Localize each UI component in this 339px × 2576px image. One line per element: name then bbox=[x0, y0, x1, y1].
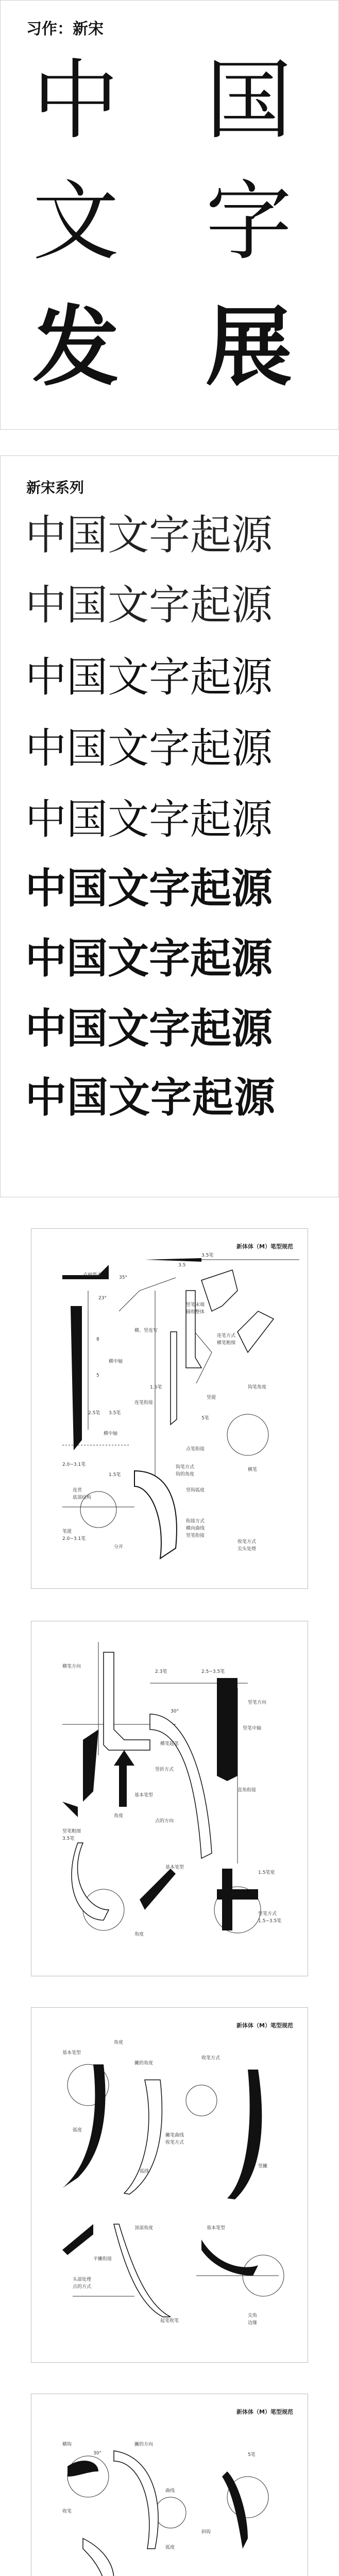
s2-note-15: 1.5笔宽 bbox=[258, 1870, 275, 1875]
s2-note-2: 2.5~3.5笔 bbox=[201, 1669, 225, 1674]
s2-note-4: 30° bbox=[171, 1709, 179, 1714]
s4-note-2: 5笔 bbox=[248, 2452, 256, 2458]
s1-note-8: 8 bbox=[96, 1337, 99, 1342]
s3-note-14: 起笔收笔 bbox=[160, 2318, 179, 2324]
s2-note-10: 点的方向 bbox=[155, 1819, 174, 1824]
s4-note-3: 撇的方向 bbox=[134, 2442, 154, 2447]
s4-note-7: 弧度 bbox=[165, 2545, 175, 2550]
big-char-zhan: 展 bbox=[206, 296, 292, 398]
s3-note-13: 点的方式 bbox=[73, 2284, 92, 2290]
panel-series bbox=[0, 455, 339, 1197]
big-char-wen: 文 bbox=[32, 171, 119, 272]
s1-note-0: 点画要点 bbox=[83, 1273, 102, 1278]
series-row-9: 中国文字起源 bbox=[25, 1074, 276, 1122]
series-row-2: 中国文字起源 bbox=[25, 581, 273, 629]
s3-note-10: 基本笔型 bbox=[207, 2226, 226, 2231]
s3-note-12: 头部处理 bbox=[73, 2277, 92, 2282]
series-row-6: 中国文字起源 bbox=[25, 865, 273, 912]
s1-note-28: 竖钩弧度 bbox=[186, 1488, 205, 1493]
s1-note-26: 钩的角度 bbox=[176, 1472, 195, 1477]
s1-note-3: 3.5笔 bbox=[201, 1253, 214, 1258]
s1-note-31: 分开 bbox=[114, 1545, 124, 1550]
s1-note-14: 2.5笔 bbox=[88, 1411, 100, 1416]
s1-note-16: 5笔 bbox=[201, 1416, 209, 1421]
s2-note-3: 竖笔方向 bbox=[248, 1700, 267, 1705]
s3-note-4: 弧度 bbox=[73, 2128, 82, 2133]
s1-note-36: 收笔方式 bbox=[238, 1539, 257, 1545]
s4-note-6: 斜钩 bbox=[201, 2530, 211, 2535]
s2-note-8: 直角衔接 bbox=[238, 1788, 257, 1793]
s2-note-6: 横笔起笔 bbox=[160, 1741, 179, 1747]
s1-note-32: 横笔 bbox=[248, 1467, 258, 1472]
s3-note-9: 顶部角度 bbox=[134, 2226, 154, 2231]
s1-note-6: 圆收整体 bbox=[186, 1310, 205, 1315]
s1-note-17: 横中轴 bbox=[104, 1431, 118, 1436]
s2-note-1: 2.3笔 bbox=[155, 1669, 167, 1674]
sheet-3-title: 新体体（M）笔型规范 bbox=[236, 2022, 293, 2029]
s1-note-29: 笔提 bbox=[62, 1529, 72, 1534]
s2-note-7: 竖折方式 bbox=[155, 1767, 174, 1772]
s2-note-17: 1.5~3.5笔 bbox=[258, 1919, 282, 1924]
stroke-sheet-1 bbox=[31, 1228, 308, 1589]
series-row-5: 中国文字起源 bbox=[25, 795, 273, 843]
s2-note-18: 角度 bbox=[134, 1932, 144, 1937]
s4-note-5: 曲线 bbox=[165, 2488, 175, 2494]
s3-note-11: 平撇衔接 bbox=[93, 2257, 112, 2262]
s4-note-0: 横钩 bbox=[62, 2442, 72, 2447]
big-char-zi: 字 bbox=[206, 171, 292, 272]
s1-note-4: 3.5 bbox=[178, 1263, 186, 1268]
s1-note-27: 钩笔角度 bbox=[248, 1385, 267, 1390]
s3-note-16: 边缘 bbox=[248, 2320, 258, 2326]
s1-note-7: 横、竖连写 bbox=[134, 1328, 158, 1333]
stroke-sheet-3 bbox=[31, 2007, 308, 2363]
s2-note-0: 横笔方向 bbox=[62, 1664, 81, 1669]
big-char-fa: 发 bbox=[32, 296, 119, 398]
practice-heading: 习作：新宋 bbox=[26, 20, 104, 38]
s3-note-1: 角度 bbox=[114, 2040, 124, 2045]
s4-note-1: 30° bbox=[93, 2451, 101, 2456]
series-row-4: 中国文字起源 bbox=[25, 724, 273, 772]
s1-note-9: 横中轴 bbox=[109, 1359, 123, 1364]
panel-practice bbox=[0, 0, 339, 430]
s1-note-10: 5 bbox=[96, 1373, 99, 1378]
s2-note-11: 角度 bbox=[114, 1814, 124, 1819]
big-char-zhong: 中 bbox=[32, 50, 119, 151]
s2-note-5: 竖笔中轴 bbox=[243, 1726, 262, 1731]
s1-note-11: 1.5笔 bbox=[150, 1385, 162, 1390]
s1-note-13: 连笔衔接 bbox=[134, 1400, 154, 1405]
s3-note-0: 基本笔型 bbox=[62, 2050, 81, 2056]
series-row-7: 中国文字起源 bbox=[25, 935, 273, 982]
s3-note-8: 竖撇 bbox=[258, 2164, 268, 2169]
s1-note-5: 竖笔末端 bbox=[186, 1302, 205, 1308]
s2-note-13: 3.5笔 bbox=[62, 1836, 75, 1841]
s1-note-22: 点笔衔接 bbox=[186, 1447, 205, 1452]
sheet-4-title: 新体体（M）笔型规范 bbox=[236, 2409, 293, 2415]
s2-note-14: 基本笔型 bbox=[165, 1865, 184, 1870]
s1-note-12: 竖提 bbox=[207, 1395, 216, 1400]
s3-note-15: 尖角 bbox=[248, 2313, 258, 2318]
s1-note-24: 横笔粗细 bbox=[217, 1341, 236, 1346]
s2-note-12: 竖笔粗细 bbox=[62, 1829, 81, 1834]
s1-note-37: 尖头处理 bbox=[238, 1547, 257, 1552]
s1-note-33: 衔接方式 bbox=[186, 1519, 205, 1524]
s3-note-7: 弧线 bbox=[140, 2169, 149, 2174]
s3-note-5: 撇笔曲线 bbox=[165, 2133, 184, 2138]
stroke-sheet-2 bbox=[31, 1621, 308, 1976]
series-row-8: 中国文字起源 bbox=[25, 1005, 273, 1053]
big-char-guo: 国 bbox=[206, 50, 292, 151]
s1-note-2: 23° bbox=[98, 1296, 107, 1301]
series-row-3: 中国文字起源 bbox=[25, 653, 273, 701]
s3-note-3: 撇的角度 bbox=[134, 2061, 154, 2066]
s1-note-15: 3.5笔 bbox=[109, 1411, 121, 1416]
s2-note-16: 竖笔方式 bbox=[258, 1911, 277, 1917]
s1-note-30: 2.0~3.1笔 bbox=[62, 1536, 86, 1541]
s1-note-25: 钩笔方式 bbox=[176, 1465, 195, 1470]
stroke-sheet-4 bbox=[31, 2394, 308, 2576]
s1-note-20: 连贯 bbox=[73, 1488, 82, 1493]
sheet-3-drawing bbox=[31, 2008, 308, 2362]
s1-note-23: 连笔方式 bbox=[217, 1333, 236, 1338]
s4-note-4: 收笔 bbox=[62, 2509, 72, 2514]
series-heading: 新宋系列 bbox=[26, 479, 84, 496]
s1-note-35: 竖笔衔接 bbox=[186, 1533, 205, 1538]
s1-note-21: 底部结构 bbox=[73, 1495, 92, 1500]
s3-note-2: 收笔方式 bbox=[201, 2056, 221, 2061]
s1-note-18: 2.0~3.1笔 bbox=[62, 1462, 86, 1467]
s1-note-1: 35° bbox=[119, 1275, 127, 1280]
s3-note-6: 收笔方式 bbox=[165, 2140, 184, 2145]
sheet-1-title: 新体体（M）笔型规范 bbox=[236, 1243, 293, 1250]
s1-note-19: 1.5笔 bbox=[109, 1472, 121, 1478]
s2-note-9: 基本笔型 bbox=[134, 1793, 154, 1798]
series-row-1: 中国文字起源 bbox=[25, 511, 273, 559]
s1-note-34: 横向曲线 bbox=[186, 1526, 205, 1531]
